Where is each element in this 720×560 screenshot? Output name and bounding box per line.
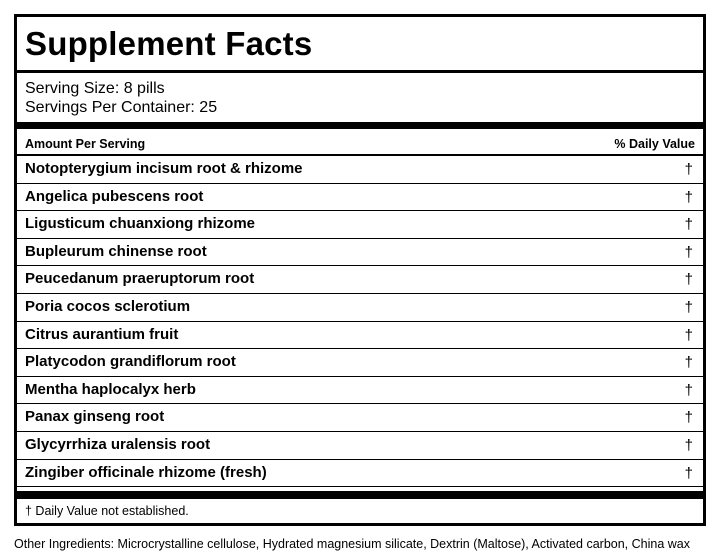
servings-per-container: Servings Per Container: 25 — [25, 99, 218, 116]
ingredient-row — [17, 377, 703, 405]
ingredient-daily-value: † — [684, 381, 693, 399]
ingredient-row — [17, 266, 703, 294]
other-ingredients: Other Ingredients: Microcrystalline cellulose, Hydrated magnesium silicate, Dextrin (Maltose), Activated carbon, China wax — [14, 537, 690, 551]
ingredient-name: Glycyrrhiza uralensis root — [25, 435, 211, 453]
daily-value-label: % Daily Value — [614, 137, 695, 151]
ingredient-row — [17, 460, 703, 488]
ingredient-daily-value: † — [684, 436, 693, 454]
ingredient-name: Bupleurum chinense root — [25, 242, 207, 260]
ingredient-name: Angelica pubescens root — [25, 187, 204, 205]
ingredient-name: Poria cocos sclerotium — [25, 297, 191, 315]
ingredient-name: Notopterygium incisum root & rhizome — [25, 160, 303, 177]
serving-info — [25, 79, 217, 117]
ingredient-row — [17, 322, 703, 350]
thick-divider-top — [17, 122, 703, 129]
ingredient-daily-value: † — [684, 298, 693, 316]
daily-value-footnote: † Daily Value not established. — [25, 504, 189, 518]
ingredient-daily-value: † — [684, 354, 693, 372]
ingredient-row — [17, 239, 703, 267]
ingredient-name: Mentha haplocalyx herb — [25, 380, 196, 398]
ingredient-name: Ligusticum chuanxiong rhizome — [25, 215, 256, 233]
ingredient-name: Citrus aurantium fruit — [25, 325, 179, 343]
ingredient-name: Peucedanum praeruptorum root — [25, 270, 255, 288]
ingredient-daily-value: † — [684, 409, 693, 427]
ingredient-row — [17, 404, 703, 432]
ingredient-daily-value: † — [684, 464, 693, 482]
ingredient-daily-value: † — [684, 188, 693, 206]
ingredient-row — [17, 184, 703, 212]
supplement-facts-panel — [14, 14, 706, 526]
column-header — [25, 135, 695, 153]
ingredient-list — [17, 156, 703, 487]
ingredient-daily-value: † — [684, 243, 693, 261]
title-divider — [17, 70, 703, 73]
ingredient-row — [17, 156, 703, 184]
ingredient-name: Panax ginseng root — [25, 408, 165, 426]
thick-divider-bottom — [17, 491, 703, 499]
ingredient-daily-value: † — [684, 326, 693, 344]
ingredient-row — [17, 294, 703, 322]
ingredient-row — [17, 349, 703, 377]
ingredient-row — [17, 211, 703, 239]
ingredient-name: Zingiber officinale rhizome (fresh) — [25, 463, 267, 481]
ingredient-name: Platycodon grandiflorum root — [25, 353, 236, 371]
serving-size: Serving Size: 8 pills — [25, 80, 165, 97]
panel-title: Supplement Facts — [25, 25, 313, 62]
amount-per-serving-label: Amount Per Serving — [25, 137, 146, 151]
ingredient-daily-value: † — [684, 271, 693, 289]
ingredient-daily-value: † — [684, 216, 693, 234]
ingredient-row — [17, 432, 703, 460]
ingredient-daily-value: † — [684, 161, 693, 178]
